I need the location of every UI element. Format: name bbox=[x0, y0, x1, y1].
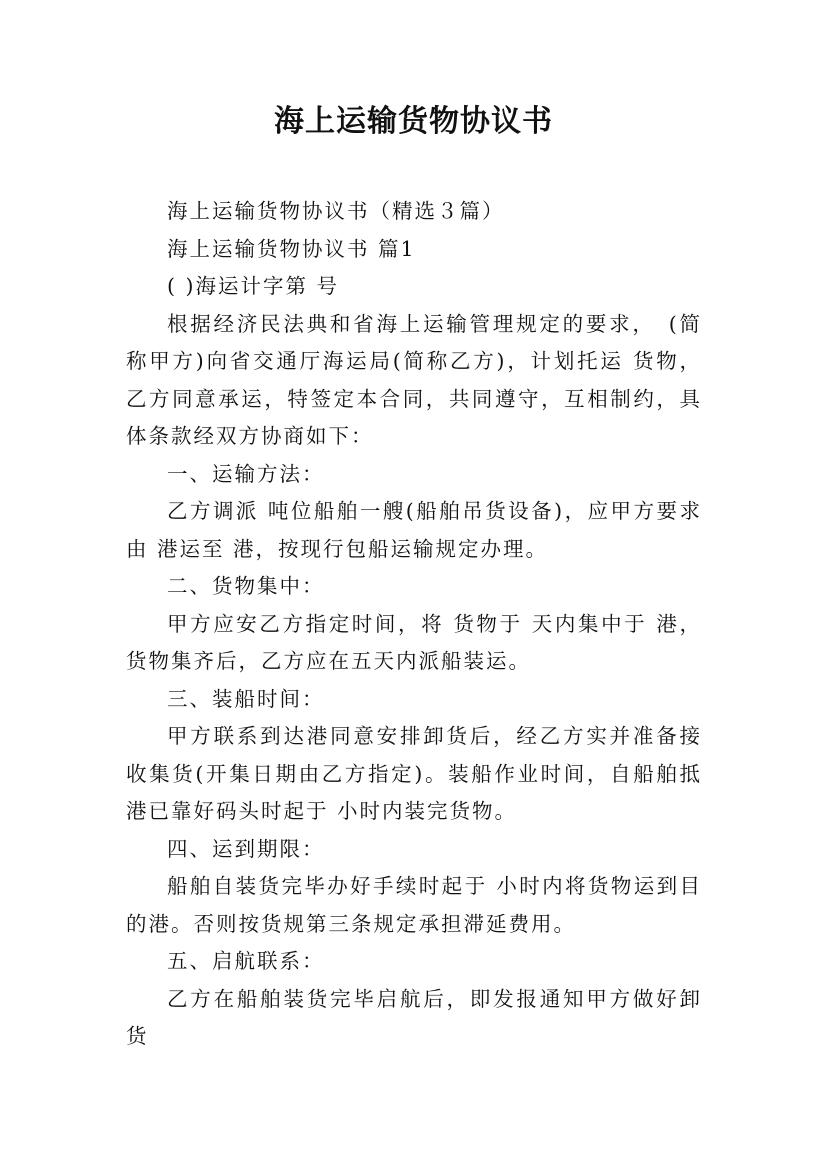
clause-3-heading: 三、装船时间： bbox=[167, 686, 325, 711]
clause-5-heading: 五、启航联系： bbox=[167, 949, 325, 973]
subtitle-paragraph: 海上运输货物协议书（精选３篇） bbox=[167, 199, 505, 223]
clause-2-heading: 二、货物集中： bbox=[167, 574, 325, 598]
clause-1-text: 乙方调派 吨位船舶一艘(船舶吊货设备)，应甲方要求由 港运至 港，按现行包船运输规定办理。 bbox=[126, 499, 702, 561]
preamble-paragraph: 根据经济民法典和省海上运输管理规定的要求， (简称甲方)向省交通厅海运局(简称乙方)，计划托运 货物，乙方同意承运，特签定本合同，共同遵守，互相制约，具体条款经双方协商如下： bbox=[126, 311, 702, 448]
document-title: 海上运输货物协议书 bbox=[274, 104, 553, 139]
clause-3-text: 甲方联系到达港同意安排卸货后，经乙方实并准备接收集货(开集日期由乙方指定)。装船作业时间，自船舶抵港已靠好码头时起于 小时内装完货物。 bbox=[126, 724, 702, 823]
clause-1-heading: 一、运输方法： bbox=[167, 461, 325, 486]
contract-number-paragraph: ( )海运计字第 号 bbox=[167, 274, 340, 298]
clause-4-heading: 四、运到期限： bbox=[167, 836, 325, 861]
section-heading-paragraph: 海上运输货物协议书 篇1 bbox=[167, 236, 416, 261]
clause-4-text: 船舶自装货完毕办好手续时起于 小时内将货物运到目的港。否则按货规第三条规定承担滞延费用。 bbox=[126, 874, 702, 936]
clause-2-text: 甲方应安乙方指定时间，将 货物于 天内集中于 港，货物集齐后，乙方应在五天内派船装运。 bbox=[126, 611, 702, 673]
clause-5-text: 乙方在船舶装货完毕启航后，即发报通知甲方做好卸货 bbox=[126, 986, 702, 1048]
document-body bbox=[126, 193, 702, 1056]
